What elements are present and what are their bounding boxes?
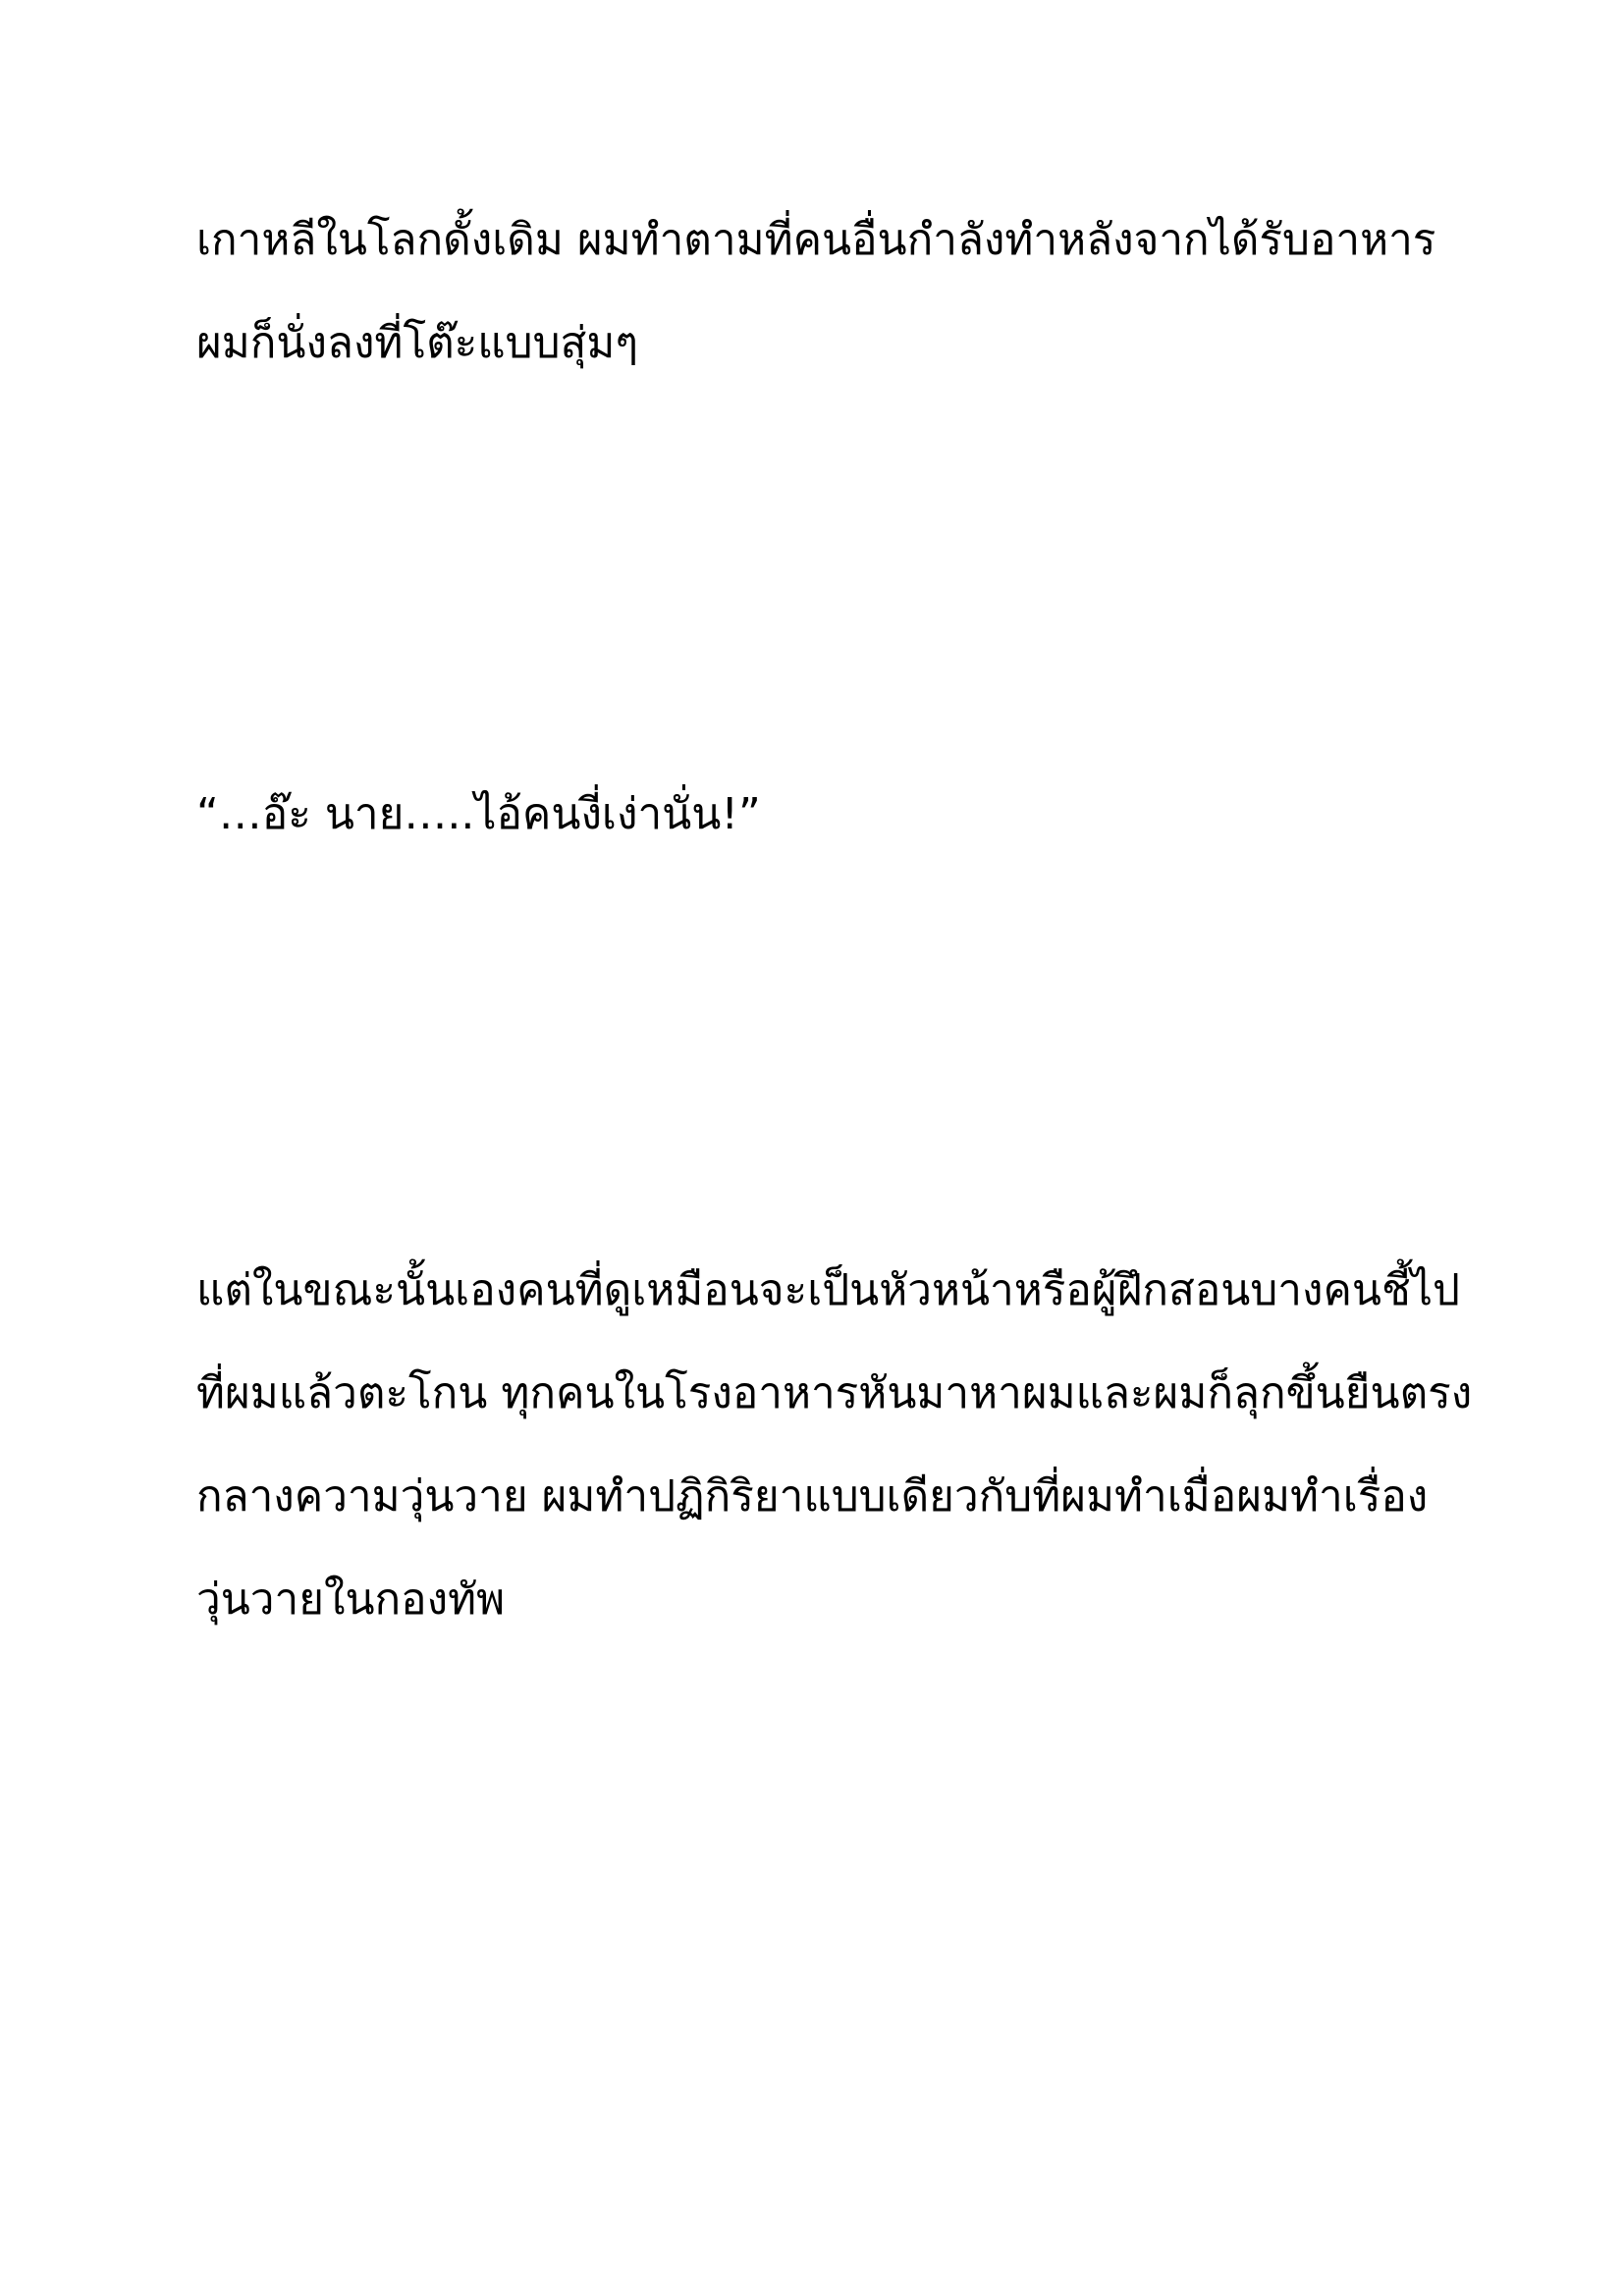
text-line: วุ่นวายในกองทัพ — [196, 1575, 506, 1625]
paragraph-narration-1 — [196, 216, 1453, 422]
paragraph-dialogue — [196, 790, 1453, 839]
dialogue-line: “…อ๊ะ นาย…..ไอ้คนงี่เง่านั่น!” — [196, 789, 761, 839]
text-line: ที่ผมแล้วตะโกน ทุกคนในโรงอาหารหันมาหาผมและผมก็ลุกขึ้นยืนตรง — [196, 1368, 1473, 1418]
text-line: เกาหลีในโลกดั้งเดิม ผมทำตามที่คนอื่นกำลังทำหลังจากได้รับอาหาร — [196, 215, 1436, 265]
text-line: ผมก็นั่งลงที่โต๊ะแบบสุ่มๆ — [196, 318, 638, 368]
paragraph-narration-2 — [196, 1265, 1473, 1679]
text-line: กลางความวุ่นวาย ผมทำปฏิกิริยาแบบเดียวกับที่ผมทำเมื่อผมทำเรื่อง — [196, 1471, 1429, 1522]
text-line: แต่ในขณะนั้นเองคนที่ดูเหมือนจะเป็นหัวหน้าหรือผู้ฝึกสอนบางคนชี้ไป — [196, 1265, 1460, 1315]
